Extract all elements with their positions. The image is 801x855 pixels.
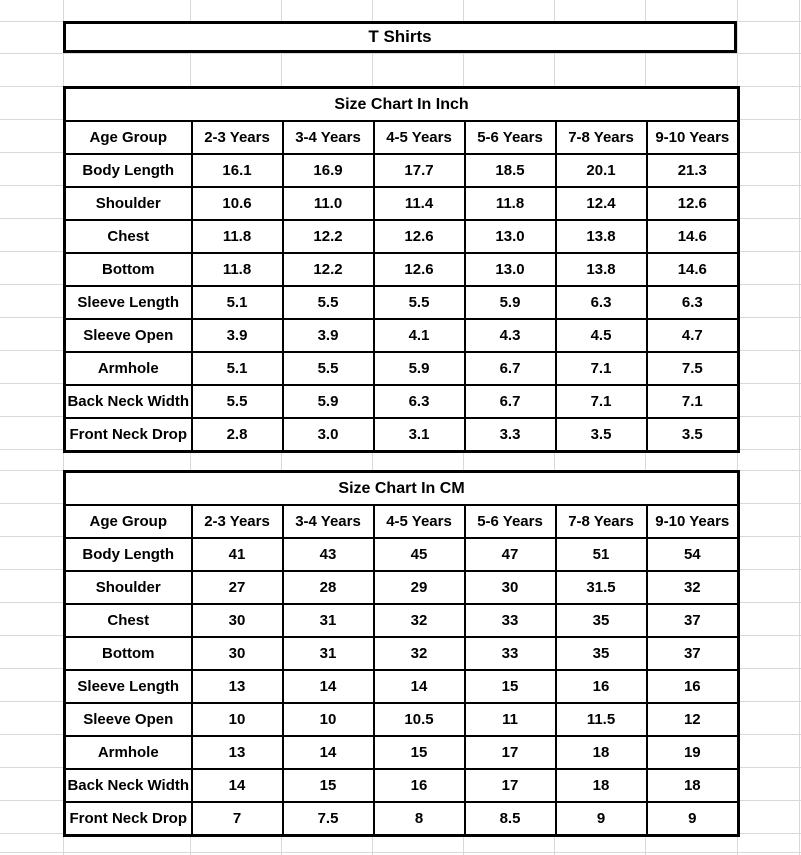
cell-value: 3.1 [374,418,465,452]
cell-value: 5.1 [192,352,283,385]
cell-value: 16.1 [192,154,283,187]
cell-value: 12.6 [374,253,465,286]
cell-value: 17 [465,736,556,769]
page-title-box [63,21,737,53]
cell-value: 21.3 [647,154,739,187]
cell-value: 5.5 [374,286,465,319]
table-row [65,253,739,286]
row-label: Shoulder [65,571,192,604]
cell-value: 14 [192,769,283,802]
cell-value: 18 [647,769,739,802]
row-label: Sleeve Open [65,319,192,352]
cell-value: 14.6 [647,220,739,253]
cell-value: 5.5 [192,385,283,418]
cell-value: 15 [465,670,556,703]
cell-value: 5.9 [283,385,374,418]
cell-value: 54 [647,538,739,571]
row-label: Shoulder [65,187,192,220]
table-row [65,220,739,253]
cell-value: 7.1 [647,385,739,418]
row-label: Front Neck Drop [65,802,192,836]
column-header: 3-4 Years [283,121,374,154]
column-header: 2-3 Years [192,121,283,154]
cell-value: 43 [283,538,374,571]
row-label: Chest [65,604,192,637]
cell-value: 13.8 [556,220,647,253]
cell-value: 5.5 [283,352,374,385]
cell-value: 27 [192,571,283,604]
cell-value: 30 [192,604,283,637]
cell-value: 16 [647,670,739,703]
cell-value: 3.5 [556,418,647,452]
row-label: Sleeve Length [65,286,192,319]
column-header: 9-10 Years [647,121,739,154]
cell-value: 14.6 [647,253,739,286]
cell-value: 18 [556,736,647,769]
column-header: 7-8 Years [556,505,647,538]
cell-value: 37 [647,604,739,637]
gridline [799,0,800,855]
cell-value: 18 [556,769,647,802]
cell-value: 10.6 [192,187,283,220]
row-label: Chest [65,220,192,253]
cell-value: 12 [647,703,739,736]
cell-value: 9 [556,802,647,836]
cell-value: 3.9 [283,319,374,352]
cell-value: 11.8 [192,253,283,286]
cell-value: 17.7 [374,154,465,187]
cell-value: 13 [192,736,283,769]
cell-value: 10 [192,703,283,736]
cell-value: 32 [647,571,739,604]
cell-value: 11.5 [556,703,647,736]
table-row [65,154,739,187]
page-title: T Shirts [368,27,432,46]
cell-value: 51 [556,538,647,571]
column-header: 5-6 Years [465,505,556,538]
cell-value: 33 [465,637,556,670]
cell-value: 7.5 [647,352,739,385]
cell-value: 7.5 [283,802,374,836]
row-label: Bottom [65,637,192,670]
column-header: 9-10 Years [647,505,739,538]
cell-value: 3.3 [465,418,556,452]
table-header-row [65,505,739,538]
cell-value: 5.9 [465,286,556,319]
cell-value: 8 [374,802,465,836]
cell-value: 12.2 [283,220,374,253]
cell-value: 2.8 [192,418,283,452]
cell-value: 5.1 [192,286,283,319]
table-row [65,538,739,571]
cell-value: 11.4 [374,187,465,220]
cell-value: 35 [556,604,647,637]
column-header: Age Group [65,505,192,538]
table-title-row [65,472,739,506]
table-row [65,604,739,637]
column-header: 5-6 Years [465,121,556,154]
cell-value: 10 [283,703,374,736]
cell-value: 28 [283,571,374,604]
cell-value: 15 [374,736,465,769]
cell-value: 9 [647,802,739,836]
cell-value: 13.8 [556,253,647,286]
cell-value: 12.4 [556,187,647,220]
cell-value: 47 [465,538,556,571]
cell-value: 33 [465,604,556,637]
cell-value: 12.2 [283,253,374,286]
row-label: Bottom [65,253,192,286]
cell-value: 7 [192,802,283,836]
cell-value: 32 [374,604,465,637]
column-header: 3-4 Years [283,505,374,538]
cell-value: 12.6 [647,187,739,220]
cell-value: 13.0 [465,253,556,286]
cell-value: 6.7 [465,352,556,385]
column-header: Age Group [65,121,192,154]
cell-value: 31 [283,604,374,637]
table-title: Size Chart In Inch [65,88,739,122]
cell-value: 4.7 [647,319,739,352]
table-row [65,670,739,703]
cell-value: 7.1 [556,385,647,418]
cell-value: 41 [192,538,283,571]
cell-value: 10.5 [374,703,465,736]
cell-value: 31 [283,637,374,670]
table-header-row [65,121,739,154]
row-label: Armhole [65,352,192,385]
cell-value: 20.1 [556,154,647,187]
table-row [65,703,739,736]
row-label: Sleeve Open [65,703,192,736]
cell-value: 29 [374,571,465,604]
cell-value: 11.0 [283,187,374,220]
cell-value: 30 [465,571,556,604]
cell-value: 11.8 [192,220,283,253]
cell-value: 14 [283,670,374,703]
column-header: 2-3 Years [192,505,283,538]
table-row [65,187,739,220]
cell-value: 16 [556,670,647,703]
table-row [65,352,739,385]
column-header: 7-8 Years [556,121,647,154]
row-label: Sleeve Length [65,670,192,703]
cell-value: 17 [465,769,556,802]
table-title-row [65,88,739,122]
table-row [65,637,739,670]
row-label: Front Neck Drop [65,418,192,452]
row-label: Back Neck Width [65,385,192,418]
cell-value: 16.9 [283,154,374,187]
table-row [65,736,739,769]
cell-value: 32 [374,637,465,670]
row-label: Armhole [65,736,192,769]
cell-value: 45 [374,538,465,571]
cell-value: 6.3 [374,385,465,418]
table-row [65,286,739,319]
cell-value: 31.5 [556,571,647,604]
table-row [65,418,739,452]
cell-value: 16 [374,769,465,802]
cell-value: 8.5 [465,802,556,836]
cell-value: 6.3 [556,286,647,319]
cell-value: 12.6 [374,220,465,253]
cell-value: 5.5 [283,286,374,319]
cell-value: 4.5 [556,319,647,352]
cell-value: 5.9 [374,352,465,385]
cell-value: 19 [647,736,739,769]
cell-value: 13.0 [465,220,556,253]
row-label: Back Neck Width [65,769,192,802]
cell-value: 14 [283,736,374,769]
cell-value: 18.5 [465,154,556,187]
table-row [65,319,739,352]
column-header: 4-5 Years [374,505,465,538]
cell-value: 35 [556,637,647,670]
cell-value: 30 [192,637,283,670]
cell-value: 14 [374,670,465,703]
cell-value: 4.1 [374,319,465,352]
cell-value: 3.0 [283,418,374,452]
table-row [65,571,739,604]
cell-value: 15 [283,769,374,802]
row-label: Body Length [65,154,192,187]
table-row [65,802,739,836]
cell-value: 6.7 [465,385,556,418]
cell-value: 6.3 [647,286,739,319]
row-label: Body Length [65,538,192,571]
size-chart-cm-table [63,470,740,837]
gridline [0,852,801,853]
cell-value: 4.3 [465,319,556,352]
column-header: 4-5 Years [374,121,465,154]
cell-value: 3.5 [647,418,739,452]
cell-value: 13 [192,670,283,703]
cell-value: 11.8 [465,187,556,220]
table-row [65,385,739,418]
cell-value: 11 [465,703,556,736]
cell-value: 3.9 [192,319,283,352]
gridline [0,53,801,54]
size-chart-inch-table [63,86,740,453]
cell-value: 7.1 [556,352,647,385]
table-title: Size Chart In CM [65,472,739,506]
cell-value: 37 [647,637,739,670]
table-row [65,769,739,802]
